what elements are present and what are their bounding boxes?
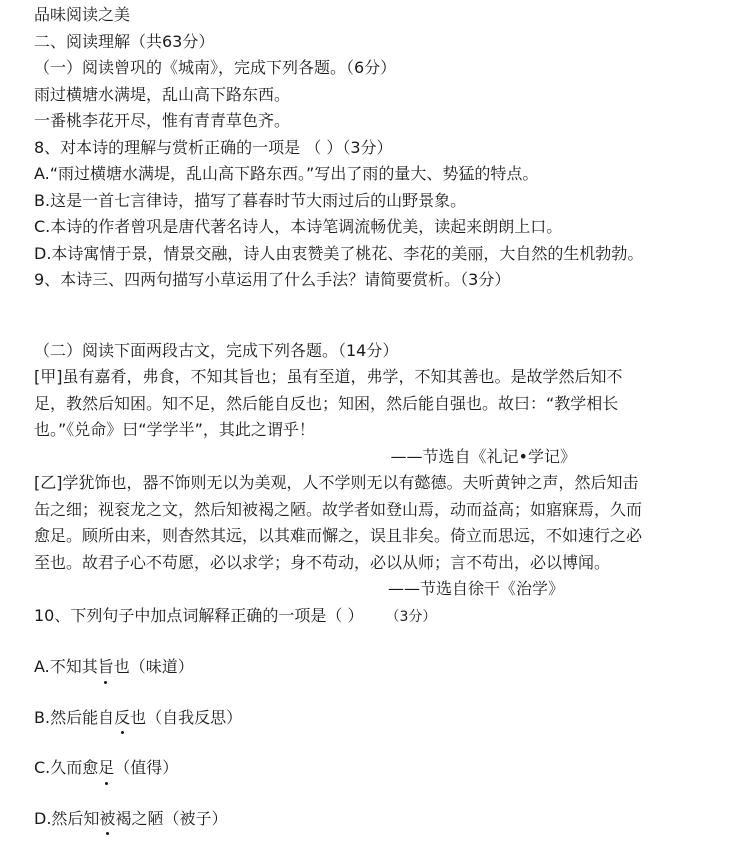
q8-option-a: A.“雨过横塘水满堤，乱山高下路东西。”写出了雨的量大、势猛的特点。 — [34, 164, 539, 183]
passage-yi-line-2: 缶之细；视衮龙之文，然后知被褐之陋。故学者如登山焉，动而益高；如寤寐焉，久而 — [34, 499, 643, 519]
q8-option-d: D.本诗寓情于景，情景交融，诗人由衷赞美了桃花、李花的美丽，大自然的生机勃勃。 — [34, 243, 644, 263]
q10-option-c-pre: C.久而愈 — [34, 758, 99, 777]
q10-option-c-post: （值得） — [114, 758, 179, 777]
q8-option-b: B.这是一首七言律诗，描写了暮春时节大雨过后的山野景象。 — [34, 190, 467, 210]
part1-heading: （一）阅读曾巩的《城南》，完成下列各题。（6分） — [34, 58, 397, 77]
q10-score: （3分） — [385, 608, 437, 625]
passage-yi-source: ——节选自徐干《治学》 — [387, 579, 564, 598]
document-header: 品味阅读之美 — [34, 5, 131, 24]
passage-yi-line-4: 至也。故君子心不苟愿，必以求学；身不苟动，必以从师；言不苟出，必以博闻。 — [34, 552, 611, 572]
q10-option-a-pre: A.不知其 — [34, 657, 98, 676]
q8-option-c: C.本诗的作者曾巩是唐代著名诗人，本诗笔调流畅优美，读起来朗朗上口。 — [34, 217, 563, 236]
q10-option-d-dotted-word: 被 — [99, 806, 115, 833]
q10-option-a-dotted-word: 旨 — [98, 654, 114, 681]
passage-jia-line-1: [甲]虽有嘉肴，弗食，不知其旨也；虽有至道，弗学，不知其善也。是故学然后知不 — [34, 367, 623, 386]
q10-option-b-dotted-word: 反 — [114, 705, 130, 732]
q10-option-d-pre: D.然后知 — [34, 808, 100, 828]
q8-stem: 8、对本诗的理解与赏析正确的一项是 （ ）（3分） — [34, 137, 393, 157]
passage-jia-source: ——节选自《礼记•学记》 — [390, 446, 576, 466]
poem-line-2: 一番桃李花开尽，惟有青青草色齐。 — [34, 111, 291, 130]
passage-jia-line-2: 足，教然后知困。知不足，然后能自反也；知困，然后能自强也。故曰：“教学相长 — [34, 393, 619, 413]
passage-jia-line-3: 也。”《兑命》曰“学学半”，其此之谓乎！ — [34, 420, 315, 439]
part2-heading: （二）阅读下面两段古文，完成下列各题。（14分） — [34, 340, 399, 360]
q10-option-c-dotted-word: 足 — [98, 755, 114, 782]
q10-option-b-pre: B.然后能自 — [34, 707, 115, 727]
q10-option-a-post: 也（味道） — [113, 657, 194, 676]
q10-option-c — [34, 755, 724, 782]
section-title: 二、阅读理解（共63分） — [34, 31, 215, 51]
passage-yi-line-3: 愈足。顾所由来，则杳然其远，以其难而懈之，误且非矣。倚立而思远，不如速行之必 — [34, 526, 643, 545]
q9-stem: 9、本诗三、四两句描写小草运用了什么手法？请简要赏析。（3分） — [34, 270, 511, 289]
passage-yi-line-1: [乙]学犹饰也，器不饰则无以为美观，人不学则无以有懿德。夫听黄钟之声，然后知击 — [34, 473, 639, 492]
poem-line-1: 雨过横塘水满堤，乱山高下路东西。 — [34, 84, 291, 104]
q10-option-d-post: 褐之陋（被子） — [115, 808, 228, 828]
q10-option-a — [34, 654, 724, 681]
q10-option-b — [34, 705, 724, 732]
blank-answer-space — [34, 294, 724, 338]
q10-option-b-post: 也（自我反思） — [130, 707, 243, 727]
q10-stem: 10、下列句子中加点词解释正确的一项是（ ） — [34, 605, 364, 625]
q10-option-d — [34, 806, 724, 833]
document — [34, 2, 724, 832]
q10-stem-row — [34, 603, 724, 630]
